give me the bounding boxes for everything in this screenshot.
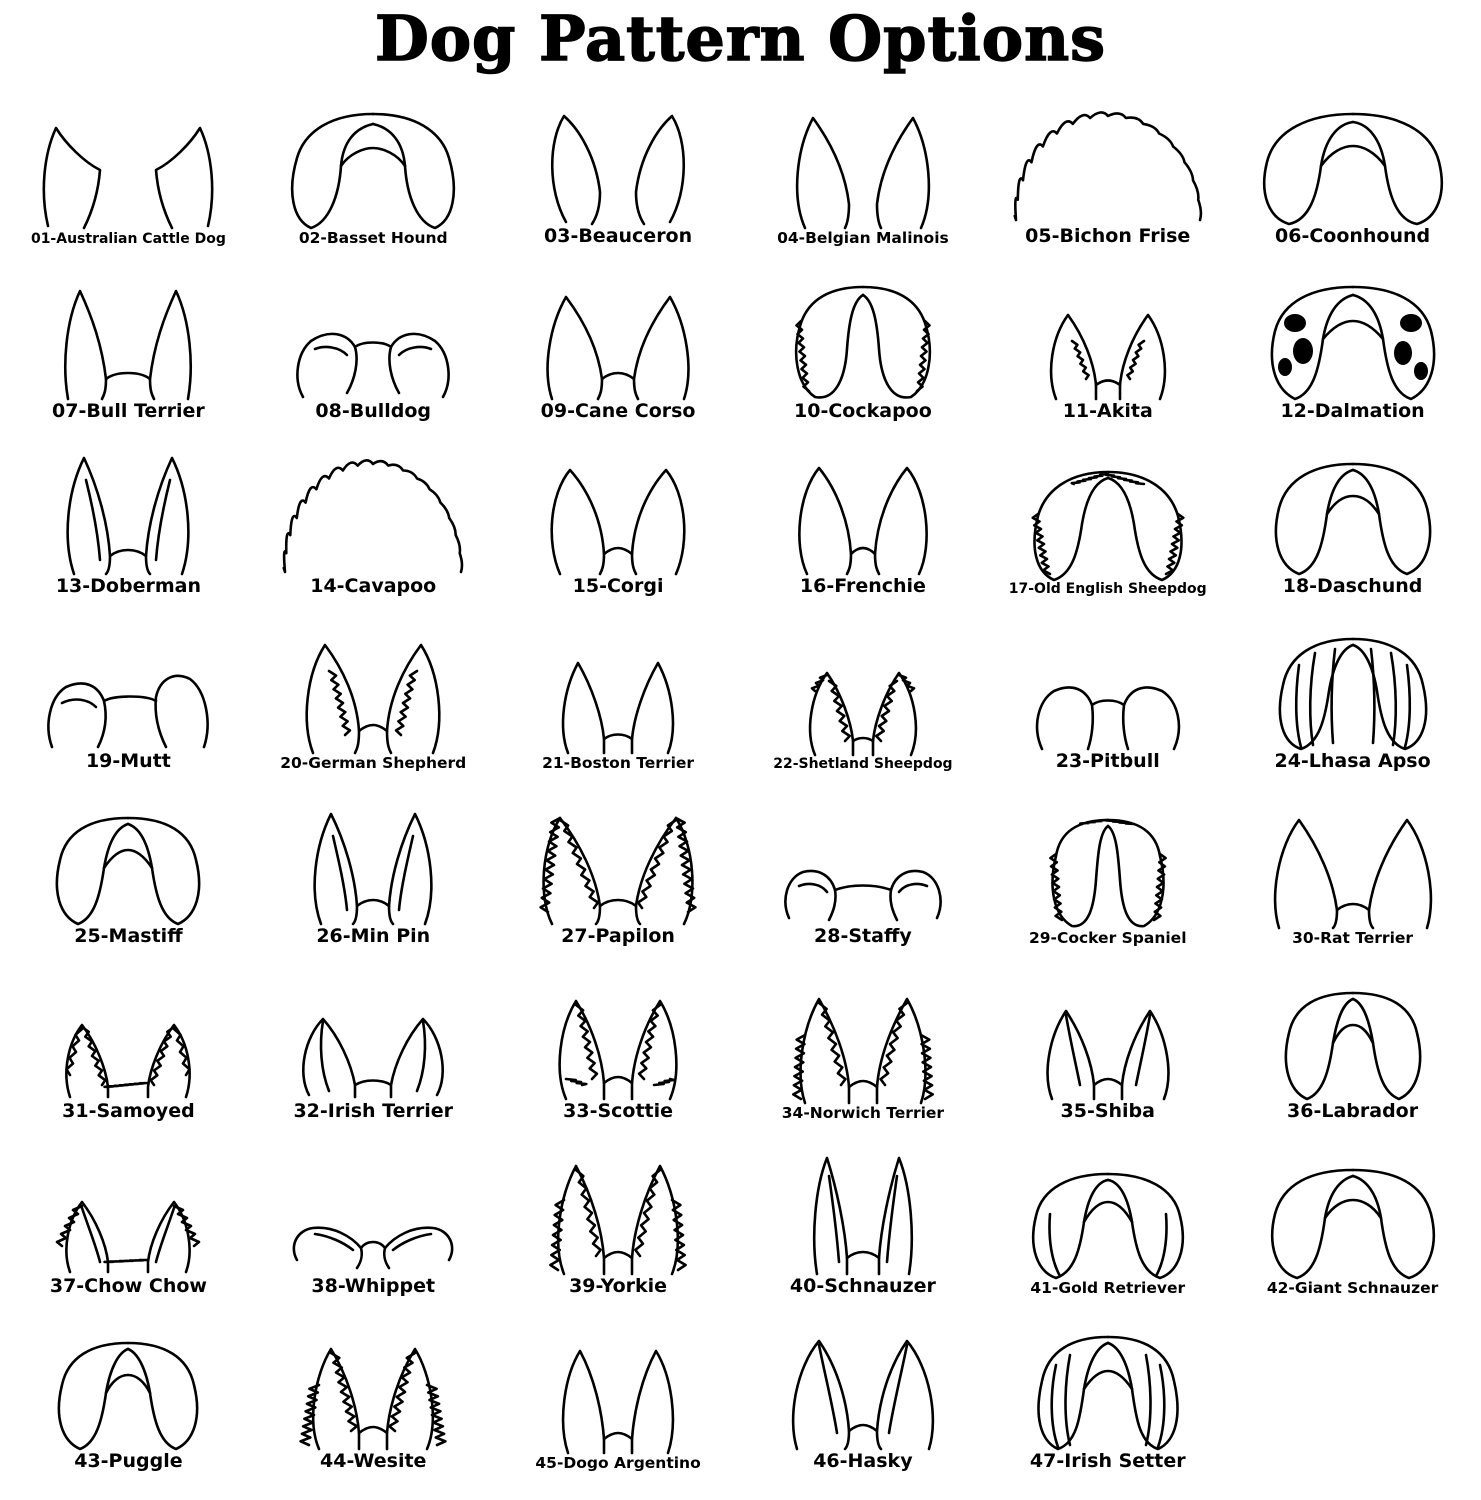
pattern-label: 26-Min Pin <box>316 925 431 948</box>
long-drop-wide-icon <box>1230 98 1475 226</box>
pattern-item[interactable] <box>740 1126 985 1301</box>
pattern-item[interactable] <box>1230 426 1475 601</box>
pattern-label: 08-Bulldog <box>315 400 432 423</box>
pattern-label: 13-Doberman <box>55 575 201 598</box>
drop-spotted-icon <box>1230 273 1475 401</box>
cropped-tall-pointed-icon <box>6 448 251 576</box>
long-wavy-drop-icon <box>985 1323 1230 1451</box>
pattern-item[interactable] <box>740 1301 985 1476</box>
upright-pointed-wispy-icon <box>496 1148 741 1276</box>
pattern-item[interactable] <box>6 1301 251 1476</box>
pattern-item[interactable] <box>496 1126 741 1301</box>
pattern-item[interactable] <box>1230 951 1475 1126</box>
pattern-label: 14-Cavapoo <box>310 575 437 598</box>
drop-soft-rounded-icon <box>6 1323 251 1451</box>
shaggy-drop-icon <box>985 454 1230 582</box>
pattern-label: 23-Pitbull <box>1055 750 1160 773</box>
pattern-label: 38-Whippet <box>311 1275 436 1298</box>
pattern-label: 04-Belgian Malinois <box>777 228 949 247</box>
pattern-item[interactable] <box>1230 76 1475 251</box>
page-title: Dog Pattern Options <box>374 2 1107 75</box>
pattern-label: 24-Lhasa Apso <box>1274 750 1431 773</box>
pattern-item[interactable] <box>6 951 251 1126</box>
pattern-label: 40-Schnauzer <box>789 1275 936 1298</box>
upright-narrow-pointed-icon <box>6 273 251 401</box>
pattern-label: 42-Giant Schnauzer <box>1266 1278 1439 1297</box>
pattern-item[interactable] <box>1230 776 1475 951</box>
pattern-item[interactable] <box>985 1301 1230 1476</box>
pattern-item[interactable] <box>251 776 496 951</box>
upright-tall-pointed-icon <box>251 798 496 926</box>
pattern-label: 31-Samoyed <box>62 1100 195 1123</box>
pattern-label: 06-Coonhound <box>1275 225 1431 248</box>
pattern-item[interactable] <box>1230 1126 1475 1301</box>
upright-pointed-fringed-icon <box>496 973 741 1101</box>
fluffy-rounded-cap-icon <box>985 98 1230 226</box>
long-drop-floppy-icon <box>251 102 496 230</box>
pattern-label: 21-Boston Terrier <box>542 753 695 772</box>
upright-pointed-pair-icon <box>6 104 251 232</box>
pattern-item[interactable] <box>740 76 985 251</box>
short-folded-icon <box>985 623 1230 751</box>
pattern-item[interactable] <box>740 951 985 1126</box>
pattern-label: 39-Yorkie <box>569 1275 668 1298</box>
pattern-item[interactable] <box>496 76 741 251</box>
pattern-item[interactable] <box>985 76 1230 251</box>
pattern-item[interactable] <box>6 776 251 951</box>
pattern-item[interactable] <box>1230 601 1475 776</box>
pattern-item[interactable] <box>496 1301 741 1476</box>
drop-wide-long-icon <box>1230 1152 1475 1280</box>
pattern-item[interactable] <box>6 251 251 426</box>
pattern-label: 02-Basset Hound <box>298 228 448 247</box>
long-curly-low-set-icon <box>985 802 1230 930</box>
upright-fringed-pointed-icon <box>251 1323 496 1451</box>
pattern-label: 19-Mutt <box>85 750 171 773</box>
butterfly-fringed-icon <box>496 798 741 926</box>
pattern-label: 41-Gold Retriever <box>1030 1278 1186 1297</box>
upright-small-triangular-furred-icon <box>985 273 1230 401</box>
pattern-label: 43-Puggle <box>74 1450 183 1473</box>
one-up-one-folded-icon <box>6 623 251 751</box>
pattern-label: 15-Corgi <box>572 575 664 598</box>
small-rose-folded-icon <box>251 273 496 401</box>
upright-wide-pointed-icon <box>1230 802 1475 930</box>
wide-drop-rounded-icon <box>6 798 251 926</box>
drop-rounded-icon <box>1230 973 1475 1101</box>
pattern-label: 45-Dogo Argentino <box>535 1453 701 1472</box>
upright-large-rounded-icon <box>496 448 741 576</box>
small-rose-ears-icon <box>740 798 985 926</box>
pattern-item[interactable] <box>6 1126 251 1301</box>
upright-rounded-tall-icon <box>496 98 741 226</box>
pattern-item[interactable] <box>251 1126 496 1301</box>
pattern-label: 29-Cocker Spaniel <box>1028 928 1187 947</box>
pattern-item[interactable] <box>496 776 741 951</box>
pattern-item[interactable] <box>496 426 741 601</box>
pattern-item[interactable] <box>740 601 985 776</box>
pattern-item[interactable] <box>251 1301 496 1476</box>
upright-large-furred-icon <box>251 627 496 755</box>
drop-feathered-icon <box>985 1152 1230 1280</box>
pattern-item[interactable] <box>985 601 1230 776</box>
pattern-item[interactable] <box>740 251 985 426</box>
pattern-label: 28-Staffy <box>814 925 912 948</box>
pattern-item[interactable] <box>985 1126 1230 1301</box>
pattern-item[interactable] <box>740 426 985 601</box>
pattern-label: 20-German Shepherd <box>280 753 467 772</box>
pattern-label: 12-Dalmation <box>1280 400 1425 423</box>
long-curly-drop-icon <box>740 273 985 401</box>
pattern-label: 16-Frenchie <box>799 575 926 598</box>
pattern-item[interactable] <box>985 426 1230 601</box>
pattern-label: 10-Cockapoo <box>794 400 932 423</box>
small-upright-thick-fur-icon <box>6 1148 251 1276</box>
pattern-label: 32-Irish Terrier <box>293 1100 454 1123</box>
upright-pointed-small-icon <box>496 627 741 755</box>
pattern-label: 22-Shetland Sheepdog <box>773 755 953 772</box>
pattern-item[interactable] <box>251 76 496 251</box>
pattern-label: 11-Akita <box>1062 400 1153 423</box>
semi-erect-furred-icon <box>740 629 985 757</box>
pattern-item[interactable] <box>251 426 496 601</box>
curly-full-drop-icon <box>251 448 496 576</box>
pattern-label: 46-Hasky <box>813 1450 913 1473</box>
pattern-label: 36-Labrador <box>1287 1100 1419 1123</box>
upright-broad-triangular-icon <box>740 1323 985 1451</box>
pattern-item[interactable] <box>740 776 985 951</box>
pattern-item[interactable] <box>6 426 251 601</box>
pattern-item[interactable] <box>251 601 496 776</box>
pattern-item[interactable] <box>251 251 496 426</box>
pattern-label: 34-Norwich Terrier <box>781 1103 945 1122</box>
pattern-label: 37-Chow Chow <box>49 1275 207 1298</box>
pattern-label: 18-Daschund <box>1282 575 1423 598</box>
rose-ears-back-icon <box>251 1148 496 1276</box>
pattern-label: 05-Bichon Frise <box>1025 225 1191 248</box>
upright-shaggy-pointed-icon <box>740 977 985 1105</box>
pattern-item[interactable] <box>1230 251 1475 426</box>
upright-wide-triangular-icon <box>496 273 741 401</box>
pattern-item[interactable] <box>496 251 741 426</box>
long-hair-drop-icon <box>1230 623 1475 751</box>
pattern-grid <box>0 76 1481 1476</box>
pattern-item[interactable] <box>6 601 251 776</box>
pattern-item[interactable] <box>251 951 496 1126</box>
pattern-item[interactable] <box>496 951 741 1126</box>
pattern-item[interactable] <box>6 76 251 251</box>
upright-rounded-cropped-icon <box>496 1327 741 1455</box>
folded-button-icon <box>251 973 496 1101</box>
upright-bat-ears-icon <box>740 448 985 576</box>
pattern-label: 17-Old English Sheepdog <box>1008 580 1207 597</box>
upright-small-triangular-icon <box>985 973 1230 1101</box>
pattern-label: 44-Wesite <box>320 1450 427 1473</box>
pattern-label: 07-Bull Terrier <box>52 400 205 423</box>
pattern-label: 03-Beauceron <box>544 225 693 248</box>
small-upright-furred-icon <box>6 973 251 1101</box>
pattern-item[interactable] <box>985 251 1230 426</box>
long-soft-drop-icon <box>1230 448 1475 576</box>
pattern-label: 47-Irish Setter <box>1029 1450 1186 1473</box>
pattern-item[interactable] <box>985 776 1230 951</box>
pattern-label: 25-Mastiff <box>74 925 183 948</box>
cropped-very-tall-icon <box>740 1148 985 1276</box>
pattern-label: 09-Cane Corso <box>540 400 696 423</box>
pattern-label: 35-Shiba <box>1060 1100 1155 1123</box>
pattern-item[interactable] <box>985 951 1230 1126</box>
pattern-label: 27-Papilon <box>561 925 675 948</box>
pattern-label: 30-Rat Terrier <box>1292 928 1414 947</box>
pattern-item[interactable] <box>496 601 741 776</box>
pattern-label: 33-Scottie <box>563 1100 674 1123</box>
pattern-label: 01-Australian Cattle Dog <box>30 230 226 247</box>
upright-triangular-tall-icon <box>740 102 985 230</box>
